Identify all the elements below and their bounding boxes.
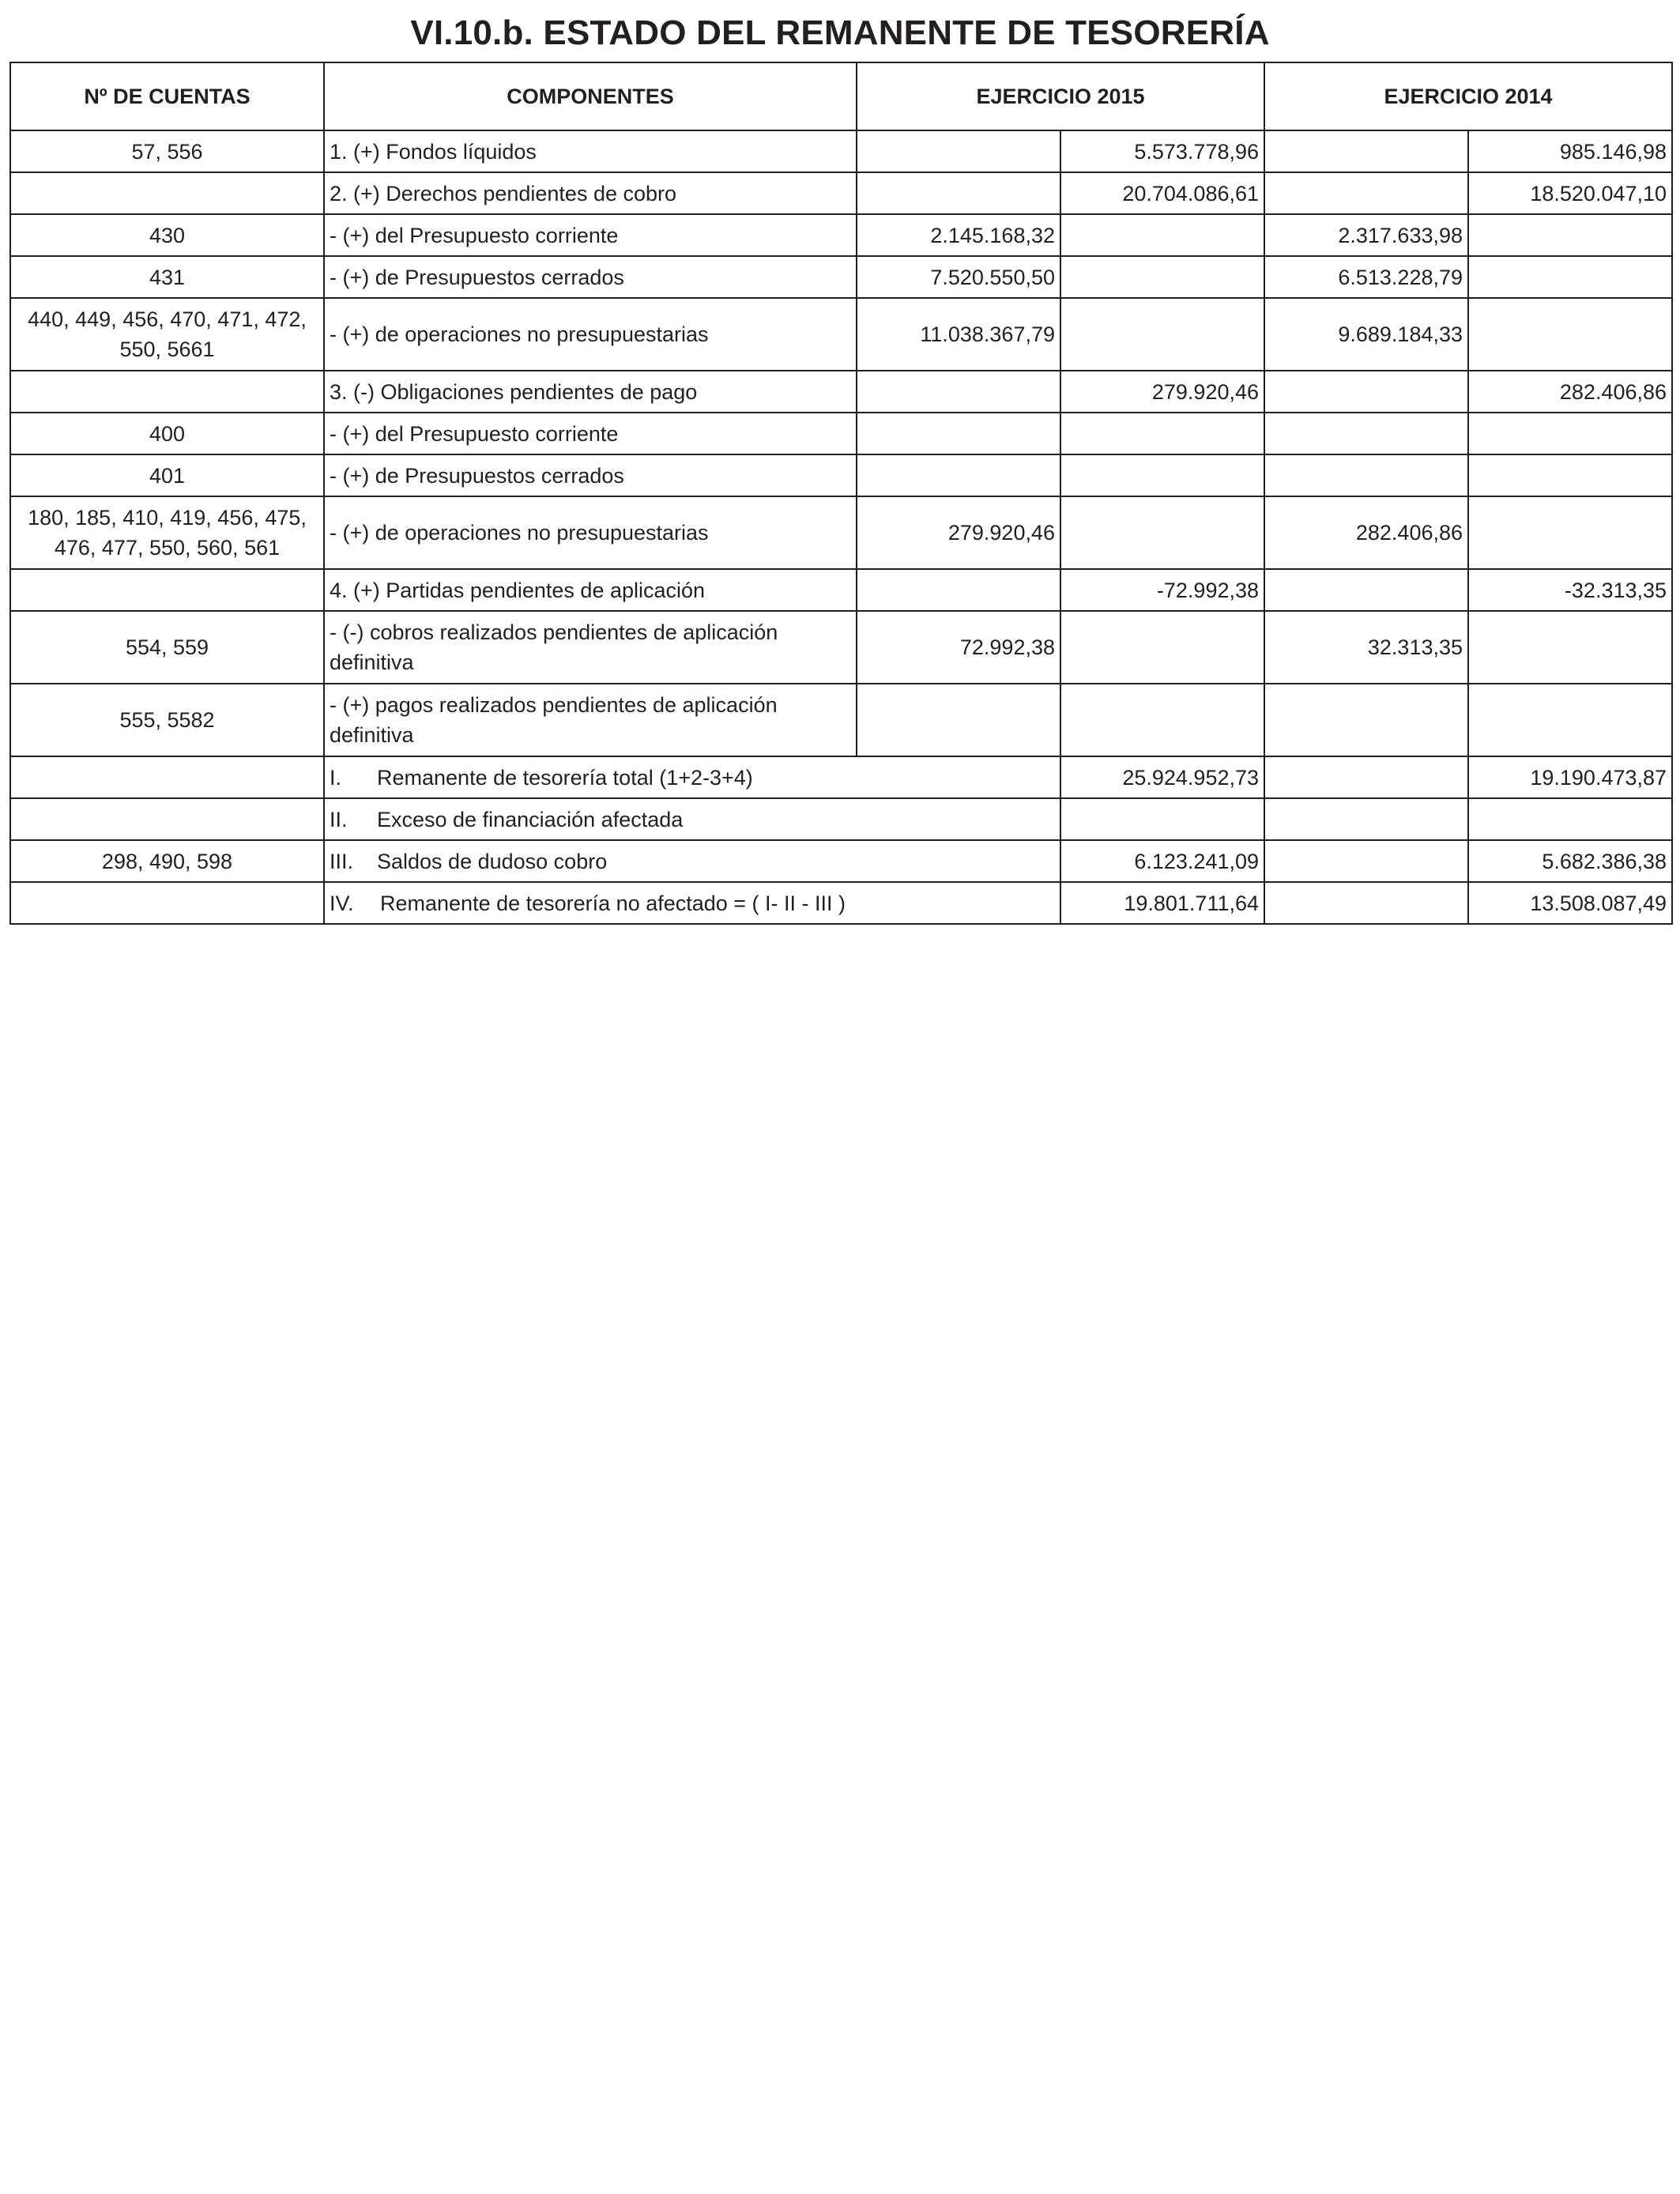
table-row — [10, 214, 1672, 256]
table-row — [10, 172, 1672, 214]
header-accounts: Nº DE CUENTAS — [10, 62, 324, 130]
summary-label-cell — [324, 798, 1060, 840]
summary-numeral: IV. — [330, 891, 354, 915]
y2015-total-cell: 20.704.086,61 — [1060, 172, 1264, 214]
table-row — [10, 130, 1672, 172]
accounts-cell — [10, 756, 324, 798]
y2014-total-cell: -32.313,35 — [1468, 569, 1672, 611]
y2014-total-cell — [1468, 298, 1672, 371]
y2014-total-cell — [1468, 214, 1672, 256]
y2015-total-cell — [1060, 496, 1264, 569]
table-row — [10, 413, 1672, 454]
accounts-cell: 180, 185, 410, 419, 456, 475, 476, 477, 550, 560, 561 — [10, 496, 324, 569]
accounts-cell: 555, 5582 — [10, 684, 324, 756]
y2014-detail-cell — [1264, 756, 1468, 798]
y2014-total-cell — [1468, 798, 1672, 840]
y2014-detail-cell — [1264, 130, 1468, 172]
y2015-total-cell — [1060, 298, 1264, 371]
y2014-detail-cell — [1264, 172, 1468, 214]
header-year-2014: EJERCICIO 2014 — [1264, 62, 1672, 130]
y2014-detail-cell — [1264, 371, 1468, 413]
y2014-detail-cell: 9.689.184,33 — [1264, 298, 1468, 371]
header-year-2015: EJERCICIO 2015 — [857, 62, 1264, 130]
remanente-table — [9, 62, 1673, 925]
summary-label-cell — [324, 840, 1060, 882]
table-row — [10, 496, 1672, 569]
summary-numeral: III. — [330, 849, 354, 873]
summary-label: Remanente de tesorería total (1+2-3+4) — [377, 765, 753, 790]
table-row — [10, 684, 1672, 756]
y2014-detail-cell: 32.313,35 — [1264, 611, 1468, 684]
y2015-detail-cell: 11.038.367,79 — [857, 298, 1060, 371]
table-row — [10, 569, 1672, 611]
component-cell: - (-) cobros realizados pendientes de aplicación definitiva — [324, 611, 857, 684]
y2014-total-cell — [1468, 611, 1672, 684]
summary-row — [10, 840, 1672, 882]
y2015-total-cell: 19.801.711,64 — [1060, 882, 1264, 924]
component-cell: - (+) del Presupuesto corriente — [324, 413, 857, 454]
y2015-total-cell — [1060, 684, 1264, 756]
table-row — [10, 256, 1672, 298]
header-components: COMPONENTES — [324, 62, 857, 130]
y2014-total-cell: 5.682.386,38 — [1468, 840, 1672, 882]
y2014-detail-cell: 282.406,86 — [1264, 496, 1468, 569]
y2015-detail-cell — [857, 413, 1060, 454]
y2015-total-cell: 5.573.778,96 — [1060, 130, 1264, 172]
y2015-total-cell — [1060, 611, 1264, 684]
summary-label-cell — [324, 882, 1060, 924]
summary-label: Saldos de dudoso cobro — [377, 849, 608, 873]
accounts-cell: 554, 559 — [10, 611, 324, 684]
y2014-detail-cell — [1264, 840, 1468, 882]
y2014-detail-cell — [1264, 454, 1468, 496]
accounts-cell — [10, 569, 324, 611]
y2014-total-cell: 18.520.047,10 — [1468, 172, 1672, 214]
y2015-detail-cell: 72.992,38 — [857, 611, 1060, 684]
accounts-cell: 298, 490, 598 — [10, 840, 324, 882]
accounts-cell: 400 — [10, 413, 324, 454]
y2014-total-cell — [1468, 454, 1672, 496]
y2014-total-cell: 282.406,86 — [1468, 371, 1672, 413]
y2015-detail-cell — [857, 130, 1060, 172]
y2014-total-cell — [1468, 413, 1672, 454]
table-header-row — [10, 62, 1672, 130]
y2014-total-cell: 13.508.087,49 — [1468, 882, 1672, 924]
accounts-cell: 401 — [10, 454, 324, 496]
accounts-cell: 440, 449, 456, 470, 471, 472, 550, 5661 — [10, 298, 324, 371]
y2014-detail-cell — [1264, 413, 1468, 454]
y2014-total-cell — [1468, 684, 1672, 756]
summary-row — [10, 756, 1672, 798]
summary-label: Exceso de financiación afectada — [377, 807, 684, 831]
y2015-total-cell — [1060, 454, 1264, 496]
component-cell: 1. (+) Fondos líquidos — [324, 130, 857, 172]
component-cell: 4. (+) Partidas pendientes de aplicación — [324, 569, 857, 611]
component-cell: - (+) del Presupuesto corriente — [324, 214, 857, 256]
accounts-cell — [10, 882, 324, 924]
summary-numeral: I. — [330, 765, 342, 790]
y2015-total-cell: 279.920,46 — [1060, 371, 1264, 413]
y2015-total-cell — [1060, 214, 1264, 256]
y2014-detail-cell — [1264, 569, 1468, 611]
summary-label: Remanente de tesorería no afectado = ( I- II - III ) — [380, 891, 846, 915]
accounts-cell: 57, 556 — [10, 130, 324, 172]
accounts-cell: 431 — [10, 256, 324, 298]
y2014-detail-cell: 6.513.228,79 — [1264, 256, 1468, 298]
y2015-total-cell: -72.992,38 — [1060, 569, 1264, 611]
y2015-total-cell: 25.924.952,73 — [1060, 756, 1264, 798]
component-cell: - (+) de Presupuestos cerrados — [324, 256, 857, 298]
y2014-detail-cell — [1264, 798, 1468, 840]
y2015-total-cell — [1060, 798, 1264, 840]
y2015-detail-cell: 7.520.550,50 — [857, 256, 1060, 298]
page-title: VI.10.b. ESTADO DEL REMANENTE DE TESORERÍA — [410, 13, 1270, 52]
y2015-detail-cell — [857, 454, 1060, 496]
component-cell: - (+) pagos realizados pendientes de aplicación definitiva — [324, 684, 857, 756]
y2014-detail-cell: 2.317.633,98 — [1264, 214, 1468, 256]
component-cell: 2. (+) Derechos pendientes de cobro — [324, 172, 857, 214]
y2015-total-cell — [1060, 413, 1264, 454]
y2015-detail-cell: 2.145.168,32 — [857, 214, 1060, 256]
summary-row — [10, 798, 1672, 840]
component-cell: 3. (-) Obligaciones pendientes de pago — [324, 371, 857, 413]
y2014-total-cell: 985.146,98 — [1468, 130, 1672, 172]
component-cell: - (+) de operaciones no presupuestarias — [324, 496, 857, 569]
y2015-detail-cell — [857, 569, 1060, 611]
y2015-total-cell: 6.123.241,09 — [1060, 840, 1264, 882]
table-row — [10, 454, 1672, 496]
accounts-cell — [10, 798, 324, 840]
y2014-detail-cell — [1264, 684, 1468, 756]
summary-numeral: II. — [330, 807, 348, 831]
y2015-detail-cell — [857, 371, 1060, 413]
y2015-detail-cell: 279.920,46 — [857, 496, 1060, 569]
accounts-cell — [10, 172, 324, 214]
table-row — [10, 371, 1672, 413]
y2014-total-cell — [1468, 256, 1672, 298]
accounts-cell — [10, 371, 324, 413]
summary-row — [10, 882, 1672, 924]
accounts-cell: 430 — [10, 214, 324, 256]
component-cell: - (+) de operaciones no presupuestarias — [324, 298, 857, 371]
table-row — [10, 298, 1672, 371]
table-row — [10, 611, 1672, 684]
summary-label-cell — [324, 756, 1060, 798]
y2015-detail-cell — [857, 684, 1060, 756]
y2015-total-cell — [1060, 256, 1264, 298]
component-cell: - (+) de Presupuestos cerrados — [324, 454, 857, 496]
y2014-detail-cell — [1264, 882, 1468, 924]
y2014-total-cell — [1468, 496, 1672, 569]
y2014-total-cell: 19.190.473,87 — [1468, 756, 1672, 798]
y2015-detail-cell — [857, 172, 1060, 214]
